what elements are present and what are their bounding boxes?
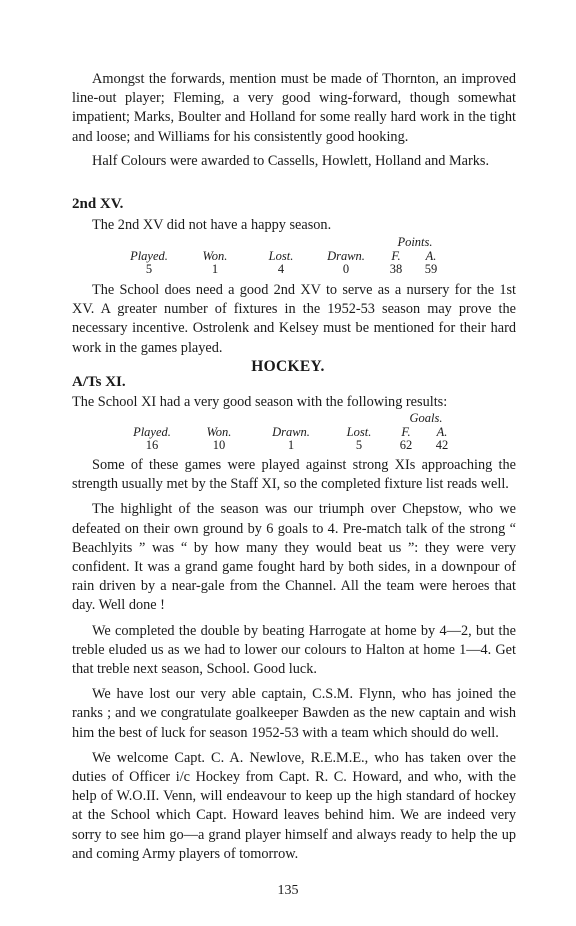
value-drawn: 1	[287, 438, 295, 452]
hockey-report-block	[72, 456, 516, 864]
hockey-title: HOCKEY.	[251, 358, 325, 375]
value-lost: 4	[277, 262, 285, 276]
col-header-lost: Lost.	[268, 248, 294, 263]
col-header-for: F.	[401, 424, 411, 439]
second-xv-intro: The 2nd XV did not have a happy season.	[92, 217, 332, 233]
half-colours-paragraph: Half Colours were awarded to Cassells, Howlett, Holland and Marks.	[92, 152, 490, 169]
value-played: 16	[145, 438, 159, 452]
hockey-paragraph: We welcome Capt. C. A. Newlove, R.E.M.E., who has taken over the duties of Officer i/c Hockey from Capt. R. C. Howard, and who, with the help of W.O.II. Venn, will endeavour to keep up the high standard of hockey at the School which Capt. Howard leaves behind him. We are indeed very sorry to see him go—a grand player himself and always ready to help the up and coming Army players of tomorrow.	[72, 749, 516, 862]
ats-xi-heading: A/Ts XI.	[72, 374, 126, 390]
value-won: 10	[212, 438, 226, 452]
value-played: 5	[145, 262, 153, 276]
col-header-won: Won.	[202, 248, 228, 263]
col-header-for: F.	[391, 248, 401, 263]
page-number: 135	[277, 883, 299, 898]
rugby-forwards-block	[72, 70, 516, 171]
hockey-intro: The School XI had a very good season with the following results:	[72, 394, 448, 410]
value-lost: 5	[355, 438, 363, 452]
points-group-label: Points.	[397, 235, 433, 249]
col-header-drawn: Drawn.	[272, 424, 310, 439]
hockey-block	[72, 372, 516, 412]
hockey-paragraph: Some of these games were played against strong XIs approaching the strength usually met by the Staff XI, so the completed fixture list reads well.	[72, 457, 516, 493]
value-against: 59	[424, 262, 438, 276]
second-xv-comment-block	[72, 281, 516, 358]
hockey-paragraph: We have lost our very able captain, C.S.M. Flynn, who has joined the ranks ; and we congratulate goalkeeper Bawden as the new captain and wish him the best of luck for season 1952-53 with a team which should do well.	[72, 686, 516, 741]
second-xv-results-table	[118, 236, 450, 277]
value-against: 42	[435, 438, 449, 452]
col-header-against: A.	[436, 424, 448, 439]
hockey-results-table	[120, 412, 462, 453]
value-won: 1	[211, 262, 219, 276]
value-for: 38	[389, 262, 403, 276]
value-for: 62	[399, 438, 413, 452]
forwards-paragraph: Amongst the forwards, mention must be made of Thornton, an improved line-out player; Fleming, a very good wing-forward, though somewhat impatient; Marks, Boulter and Holland for some really hard work in the tight and loose; and Williams for his consistently good hooking.	[72, 71, 516, 145]
col-header-lost: Lost.	[346, 424, 372, 439]
col-header-won: Won.	[206, 424, 232, 439]
col-header-drawn: Drawn.	[327, 248, 365, 263]
second-xv-comment: The School does need a good 2nd XV to serve as a nursery for the 1st XV. A greater number of fixtures in the 1952-53 season may prove the necessary incentive. Ostrolenk and Kelsey must be mentioned for their hard work in the games played.	[72, 282, 516, 356]
second-xv-block	[72, 194, 516, 235]
hockey-paragraph: The highlight of the season was our triumph over Chepstow, who we defeated on their own ground by 6 goals to 4. Pre-match talk of the strong “ Beachlyits ” was “ by how many they would beat us ”: they were very confident. It was a grand game fought hard by both sides, in a downpour of rain driven by a near-gale from the Channel. All the team were heroes that day. Well done !	[72, 501, 516, 614]
col-header-played: Played.	[133, 424, 171, 439]
col-header-played: Played.	[130, 248, 168, 263]
col-header-against: A.	[425, 248, 437, 263]
second-xv-heading: 2nd XV.	[72, 196, 124, 212]
goals-group-label: Goals.	[409, 411, 443, 425]
hockey-paragraph: We completed the double by beating Harrogate at home by 4—2, but the treble eluded us as we had to lower our colours to Halton at home 1—4. Get that treble next season, School. Good luck.	[72, 622, 516, 678]
value-drawn: 0	[342, 262, 350, 276]
